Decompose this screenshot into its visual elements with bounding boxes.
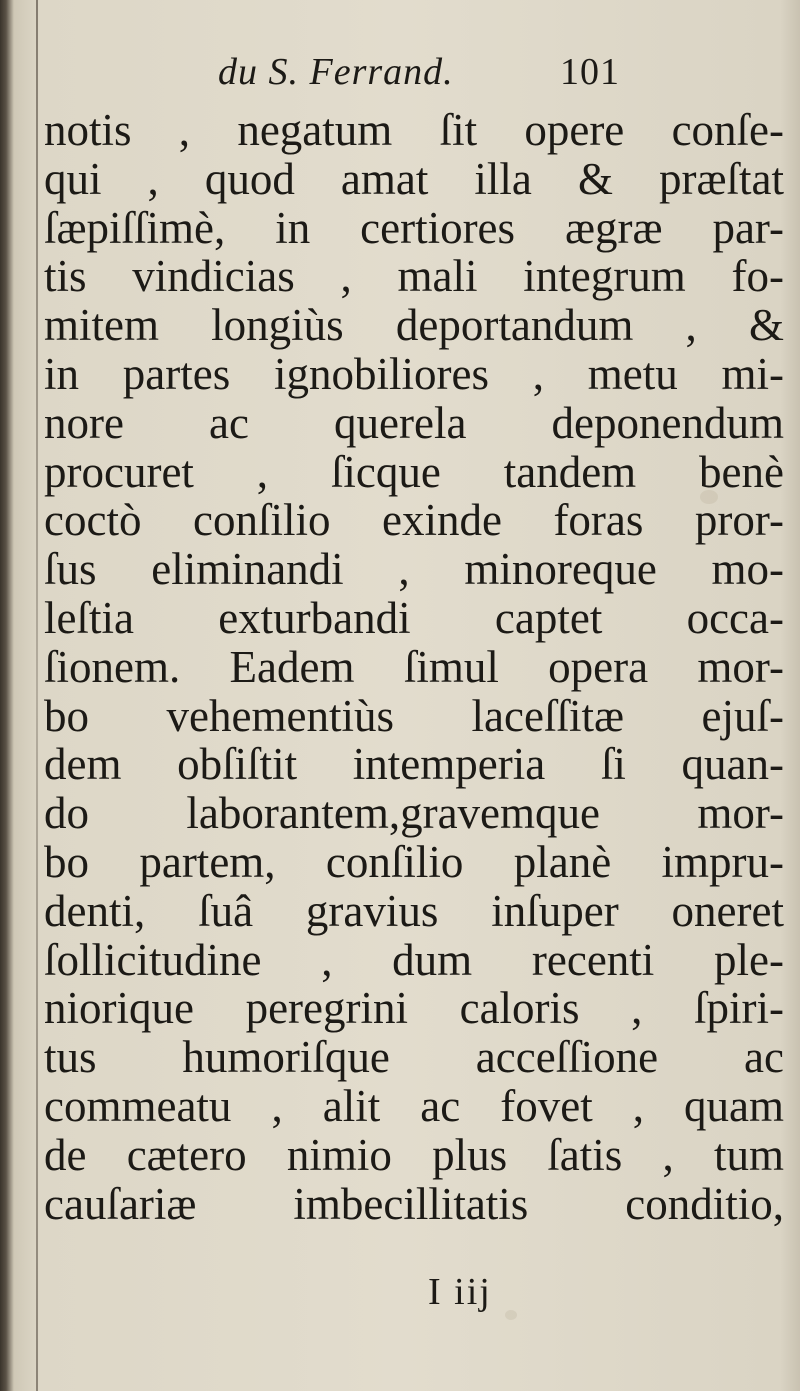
paper-spot — [505, 1310, 517, 1320]
text-line: procuret , ſicque tandem benè — [44, 446, 784, 497]
text-line: mitem longiùs deportandum , & — [44, 300, 784, 351]
text-line: nore ac querela deponendum — [44, 397, 784, 448]
text-line: de cætero nimio plus ſatis , tum — [44, 1129, 784, 1180]
text-line: notis , negatum ſit opere conſe- — [44, 105, 784, 155]
text-line: leſtia exturbandi captet occa- — [44, 592, 784, 643]
text-line: commeatu , alit ac fovet , quam — [44, 1080, 784, 1131]
text-line: do laborantem,gravemque mor- — [44, 788, 784, 839]
page-number: 101 — [560, 51, 620, 93]
text-line: tis vindicias , mali integrum fo- — [44, 251, 784, 302]
text-line: ſollicitudine , dum recenti ple- — [44, 934, 784, 985]
text-line: cauſariæ imbecillitatis conditio, — [44, 1178, 784, 1229]
running-head — [0, 50, 800, 94]
body-text — [44, 106, 784, 1228]
text-line: denti, ſuâ gravius inſuper oneret — [44, 885, 784, 936]
text-line: ſus eliminandi , minoreque mo- — [44, 544, 784, 595]
text-line: qui , quod amat illa & præſtat — [44, 153, 784, 204]
text-line: tus humoriſque acceſſione ac — [44, 1032, 784, 1083]
text-line: ſionem. Eadem ſimul opera mor- — [44, 641, 784, 692]
text-line: bo partem, conſilio planè impru- — [44, 836, 784, 887]
text-line: dem obſiſtit intemperia ſi quan- — [44, 739, 784, 790]
running-head-title: du S. Ferrand. — [218, 51, 454, 93]
text-line: niorique peregrini caloris , ſpiri- — [44, 983, 784, 1034]
signature-mark: I iij — [428, 1271, 492, 1313]
text-line: ſæpiſſimè, in certiores ægræ par- — [44, 202, 784, 253]
page-gutter — [36, 0, 38, 1391]
text-line: bo vehementiùs laceſſitæ ejuſ- — [44, 690, 784, 741]
text-line: in partes ignobiliores , metu mi- — [44, 348, 784, 399]
text-line: coctò conſilio exinde foras pror- — [44, 495, 784, 546]
